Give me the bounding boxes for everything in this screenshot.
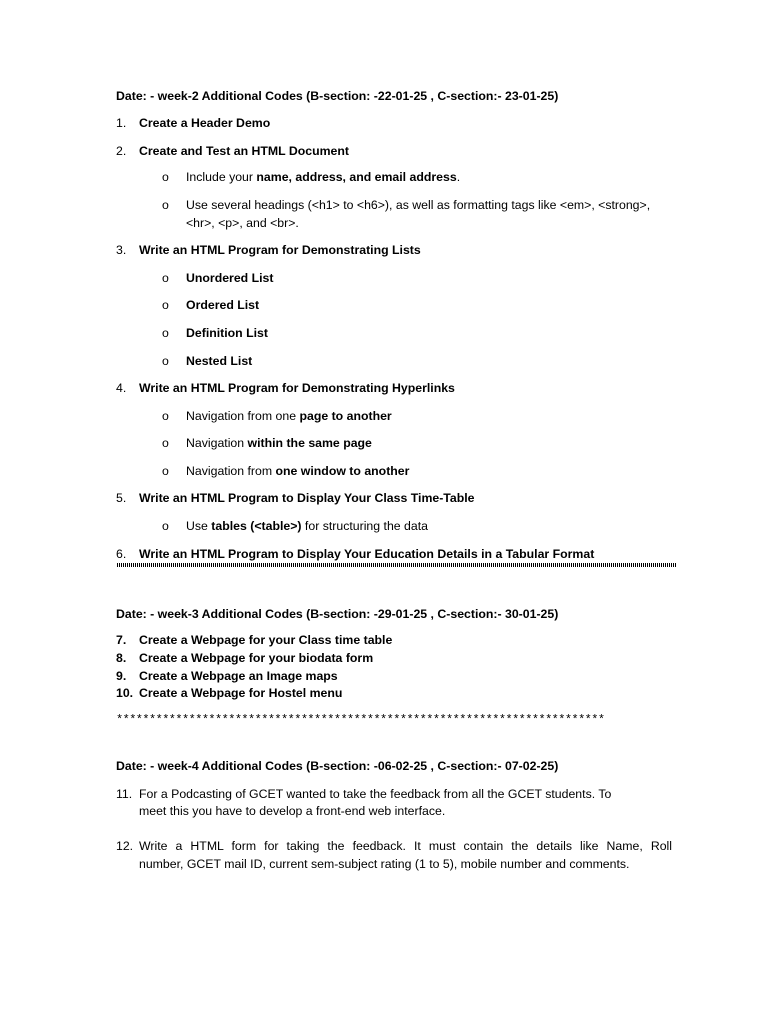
bullet: o [162,409,169,423]
week3-date-heading: Date: - week-3 Additional Codes (B-section: -29-01-25 , C-section:- 30-01-25) [116,607,559,621]
sub-item-text: Navigation from one window to another [186,464,410,478]
list-item-12-line2: number, GCET mail ID, current sem-subject rating (1 to 5), mobile number and comments. [139,857,630,871]
sub-item-text: Include your name, address, and email address. [186,170,461,184]
item-number: 4. [116,381,127,395]
item-number: 2. [116,144,127,158]
sub-item-text: Definition List [186,326,268,340]
item-text: Write an HTML Program to Display Your Class Time-Table [139,491,475,505]
item-text: Write an HTML Program for Demonstrating Lists [139,243,421,257]
item-number: 12. [116,839,134,853]
sub-item-text: Navigation within the same page [186,436,372,450]
item-text: Write an HTML Program to Display Your Education Details in a Tabular Format [139,547,595,561]
item-number: 10. [116,686,134,700]
bullet: o [162,198,169,212]
sub-item-text: Unordered List [186,271,274,285]
sub-item-text: Ordered List [186,298,260,312]
sub-item-text: Nested List [186,354,253,368]
bullet: o [162,271,169,285]
bullet: o [162,436,169,450]
sub-item-text: Use several headings (<h1> to <h6>), as well as formatting tags like <em>, <strong>, [186,198,651,212]
item-number: 11. [116,787,133,801]
bullet: o [162,170,169,184]
item-number: 1. [116,116,127,130]
sub-item-text: Navigation from one page to another [186,409,392,423]
bullet: o [162,298,169,312]
item-number: 6. [116,547,127,561]
item-text-line1: For a Podcasting of GCET wanted to take the feedback from all the GCET students. To [139,787,612,801]
item-text: Create a Webpage for Hostel menu [139,686,343,700]
item-number: 9. [116,669,127,683]
item-number: 5. [116,491,127,505]
item-text: Create and Test an HTML Document [139,144,349,158]
week4-date-heading: Date: - week-4 Additional Codes (B-section: -06-02-25 , C-section:- 07-02-25) [116,759,559,773]
asterisk-divider: ************************************************************************** [116,713,605,727]
sub-item-text: Use tables (<table>) for structuring the data [186,519,428,533]
list-item-11-line2: meet this you have to develop a front-end web interface. [139,804,446,818]
section-divider-rule [117,563,676,567]
item-number: 8. [116,651,127,665]
item-number: 7. [116,633,127,647]
bullet: o [162,519,169,533]
item-text: Write an HTML Program for Demonstrating Hyperlinks [139,381,455,395]
item-text: Create a Header Demo [139,116,271,130]
item-text: Create a Webpage an Image maps [139,669,338,683]
bullet: o [162,326,169,340]
item-text: Create a Webpage for your biodata form [139,651,374,665]
sub-item-headings-line2: <hr>, <p>, and <br>. [186,216,299,230]
item-number: 3. [116,243,127,257]
bullet: o [162,354,169,368]
week2-date-heading: Date: - week-2 Additional Codes (B-section: -22-01-25 , C-section:- 23-01-25) [116,89,559,103]
item-text-line1: Write a HTML form for taking the feedback. It must contain the details like Name, Roll [139,839,672,853]
item-text: Create a Webpage for your Class time table [139,633,393,647]
bullet: o [162,464,169,478]
